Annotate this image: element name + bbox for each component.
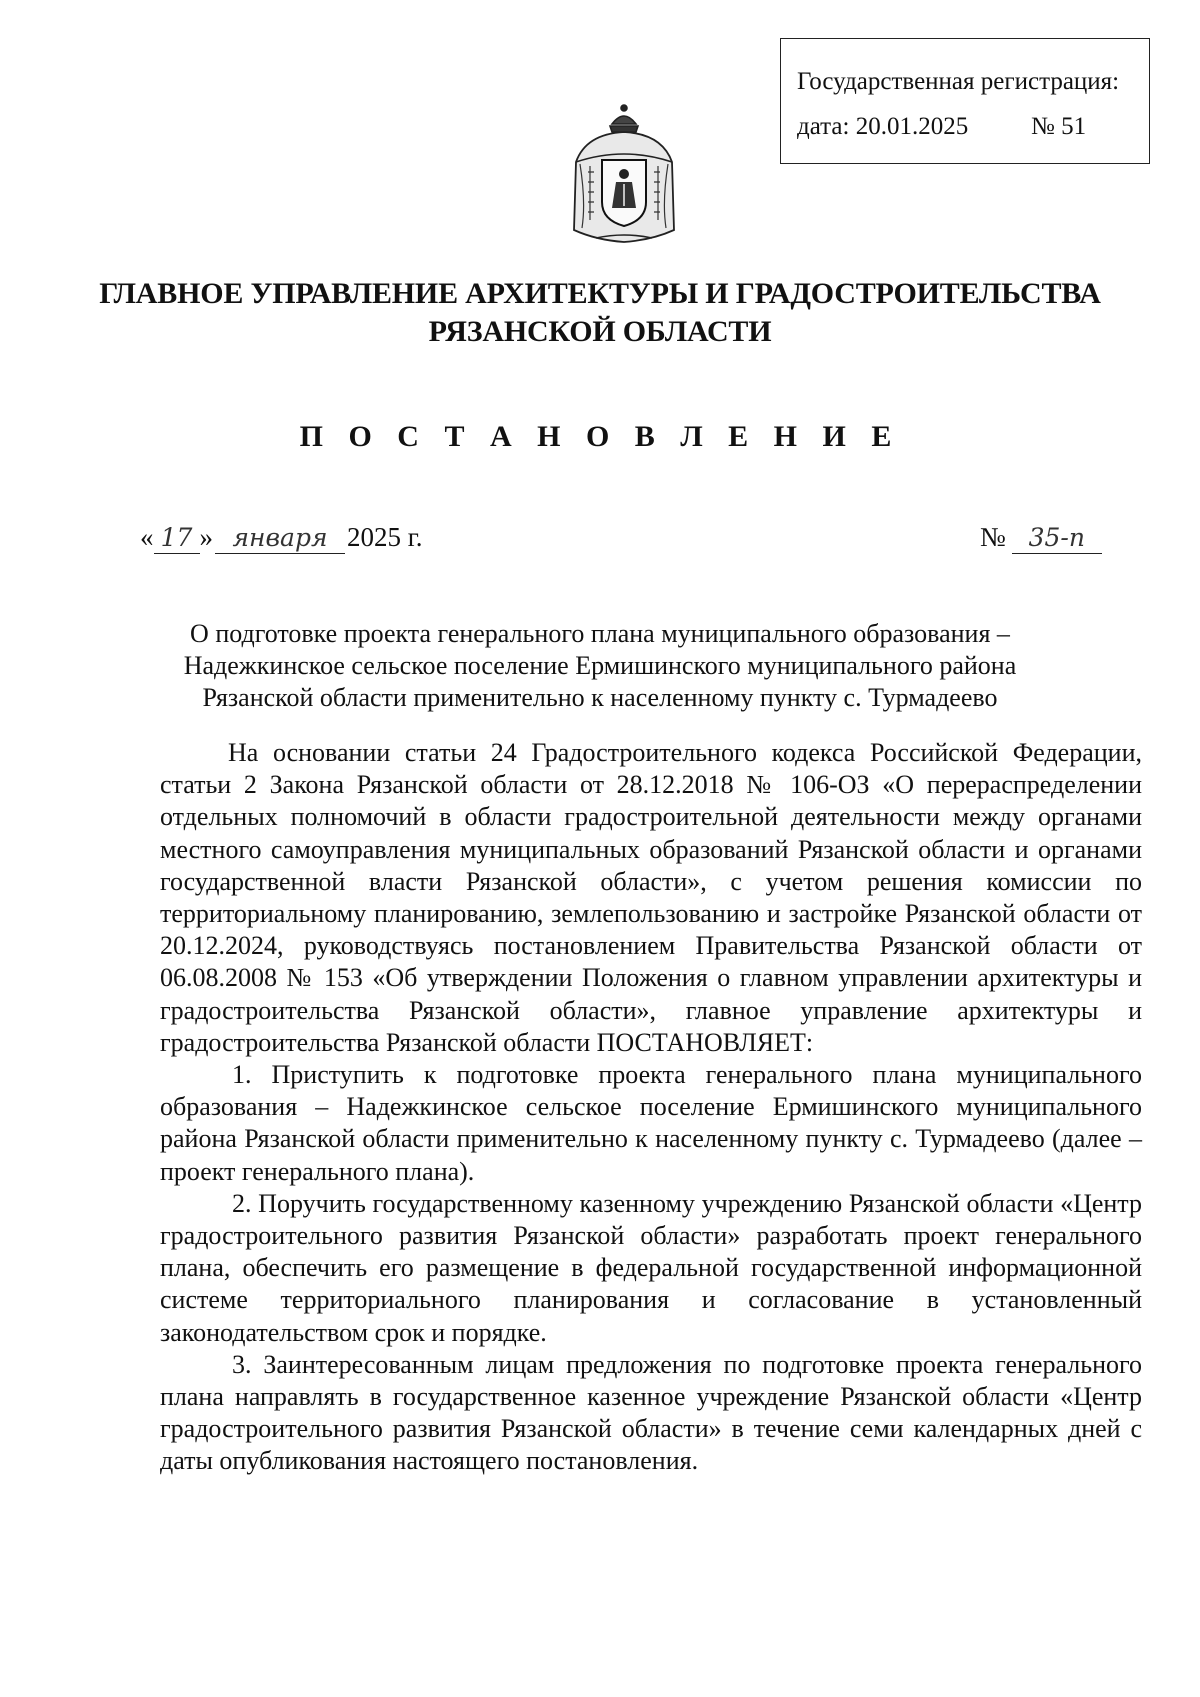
subject-line-2: Надежкинское сельское поселение Ермишинского муниципального района [183, 651, 1017, 680]
registration-title: Государственная регистрация: [797, 68, 1120, 95]
registration-date: дата: 20.01.2025 [797, 113, 969, 140]
decree-item-1: 1. Приступить к подготовке проекта генерального плана муниципального образования – Надежкинское сельское поселение Ермишинского муниципального района Рязанской области применительно к населенному пункту с. Турмадеево (далее – проект генерального плана). [160, 1060, 1142, 1186]
document-type-heading: П О С Т А Н О В Л Е Н И Е [299, 420, 901, 453]
preamble-paragraph: На основании статьи 24 Градостроительного кодекса Российской Федерации, статьи 2 Закона Рязанской области от 28.12.2018 № 106-ОЗ «О перераспределении отдельных полномочий в области градостроительной деятельности между органами местного самоуправления муниципальных образований Рязанской области и органами государственной власти Рязанской области», с учетом решения комиссии по территориальному планированию, землепользованию и застройке Рязанской области от 20.12.2024, руководствуясь постановлением Правительства Рязанской области от 06.08.2008 № 153 «Об утверждении Положения о главном управлении архитектуры и градостроительства Рязанской области», главное управление архитектуры и градостроительства Рязанской области ПОСТАНОВЛЯЕТ: [160, 738, 1142, 1057]
agency-line-2: РЯЗАНСКОЙ ОБЛАСТИ [428, 315, 772, 348]
date-close-quote: » [199, 522, 213, 552]
registration-number: № 51 [1031, 113, 1087, 140]
handwritten-number: 35-п [1012, 523, 1102, 554]
decree-number [980, 522, 1102, 554]
registration-stamp [780, 38, 1150, 164]
agency-name [0, 275, 1200, 351]
agency-line-1: ГЛАВНОЕ УПРАВЛЕНИЕ АРХИТЕКТУРЫ И ГРАДОСТРОИТЕЛЬСТВА [99, 277, 1101, 310]
number-prefix: № [980, 522, 1006, 552]
decree-body [160, 737, 1142, 1478]
subject-line-3: Рязанской области применительно к населенному пункту с. Турмадеево [202, 683, 998, 712]
handwritten-month: января [215, 523, 345, 554]
date-open-quote: « [140, 522, 154, 552]
decree-item-2: 2. Поручить государственному казенному учреждению Рязанской области «Центр градостроительного развития Рязанской области» разработать проект генерального плана, обеспечить его размещение в федеральной государственной информационной системе территориального планирования и согласование в установленный законодательством срок и порядке. [160, 1188, 1142, 1347]
handwritten-day: 17 [154, 523, 200, 554]
decree-subject [0, 618, 1200, 714]
subject-line-1: О подготовке проекта генерального плана муниципального образования – [190, 619, 1010, 648]
coat-of-arms-icon [566, 102, 682, 248]
decree-date [140, 522, 423, 554]
decree-item-3: 3. Заинтересованным лицам предложения по подготовке проекта генерального плана направлять в государственное казенное учреждение Рязанской области «Центр градостроительного развития Рязанской области» в течение семи календарных дней с даты опубликования настоящего постановления. [160, 1349, 1142, 1476]
date-year: 2025 г. [347, 522, 423, 552]
